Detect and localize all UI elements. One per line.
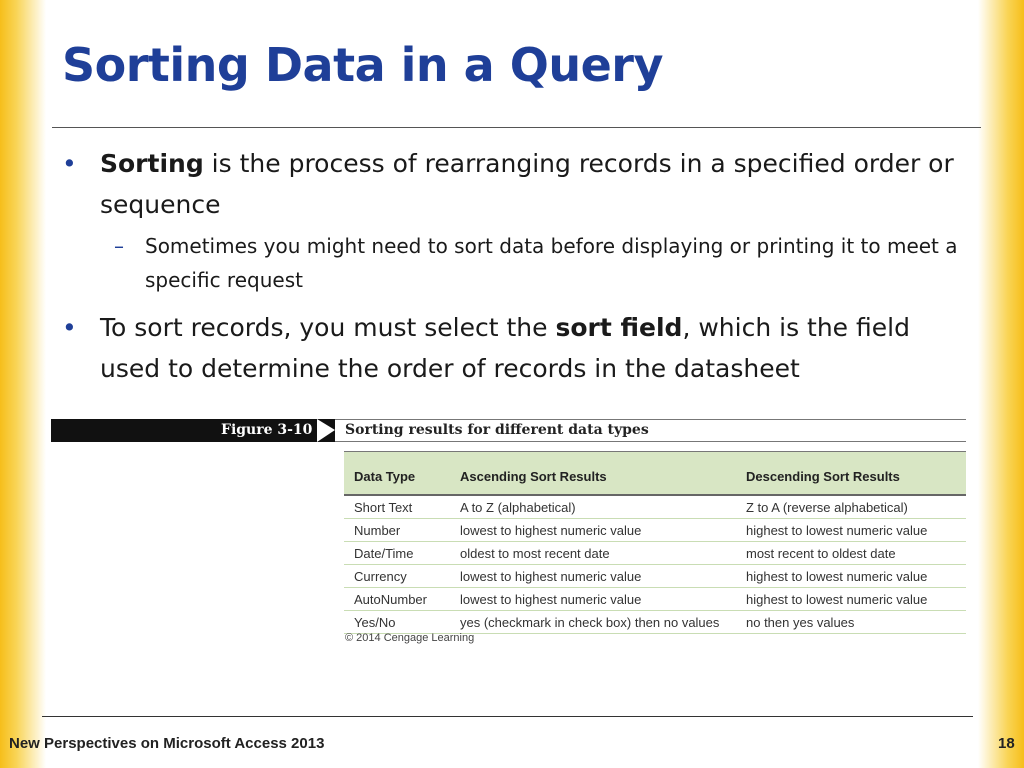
bullet-sort-field-before: To sort records, you must select the [100,313,556,342]
cell-descending: highest to lowest numeric value [736,565,966,588]
header-data-type: Data Type [354,468,416,484]
cell-descending: Z to A (reverse alphabetical) [736,495,966,519]
footer-book-title: New Perspectives on Microsoft Access 2013 [9,735,325,752]
cell-ascending: lowest to highest numeric value [450,565,736,588]
cell-descending: highest to lowest numeric value [736,588,966,611]
figure-credit: © 2014 Cengage Learning [345,632,475,644]
term-sorting: Sorting [100,149,204,178]
figure-caption-rule-top [335,419,966,420]
header-ascending: Ascending Sort Results [460,468,607,484]
sub-bullet-item [100,229,962,297]
bullet-sorting [62,143,962,297]
cell-descending: no then yes values [736,611,966,634]
bullet-sort-field-after: , which is the field used to determine the order of records in the datasheet [100,313,910,383]
footer-divider [42,716,973,717]
right-gold-edge [978,0,1024,768]
table-row [344,565,966,588]
page-number: 18 [998,735,1015,752]
slide-title: Sorting Data in a Query [62,38,663,92]
bullet-dot-icon: • [62,313,77,342]
cell-ascending: lowest to highest numeric value [450,588,736,611]
cell-data-type: Number [344,519,450,542]
table-row [344,519,966,542]
cell-data-type: Short Text [344,495,450,519]
table-row [344,542,966,565]
figure-caption: Sorting results for different data types [345,422,649,438]
cell-ascending: oldest to most recent date [450,542,736,565]
cell-data-type: Currency [344,565,450,588]
cell-ascending: yes (checkmark in check box) then no values [450,611,736,634]
cell-data-type: AutoNumber [344,588,450,611]
sub-bullet-list [100,229,962,297]
title-divider [52,127,981,128]
bullet-sort-field [62,307,962,389]
table-row [344,495,966,519]
cell-data-type: Yes/No [344,611,450,634]
table-row [344,611,966,634]
bullet-list [62,143,962,389]
bullet-sorting-text: is the process of rearranging records in a specified order or sequence [100,149,954,219]
figure-label-arrow [317,419,335,442]
table-row [344,588,966,611]
cell-descending: most recent to oldest date [736,542,966,565]
figure-caption-rule-bottom [335,441,966,442]
bullet-dot-icon: • [62,149,77,178]
cell-ascending: lowest to highest numeric value [450,519,736,542]
sub-bullet-text: Sometimes you might need to sort data before displaying or printing it to meet a specific request [145,234,958,292]
dash-icon: – [114,234,124,258]
sort-results-table [344,451,966,634]
table-header-row [344,452,966,496]
left-gold-edge [0,0,46,768]
header-descending: Descending Sort Results [746,468,900,484]
cell-data-type: Date/Time [344,542,450,565]
figure-label: Figure 3-10 [221,422,313,438]
term-sort-field: sort field [555,313,683,342]
cell-ascending: A to Z (alphabetical) [450,495,736,519]
cell-descending: highest to lowest numeric value [736,519,966,542]
